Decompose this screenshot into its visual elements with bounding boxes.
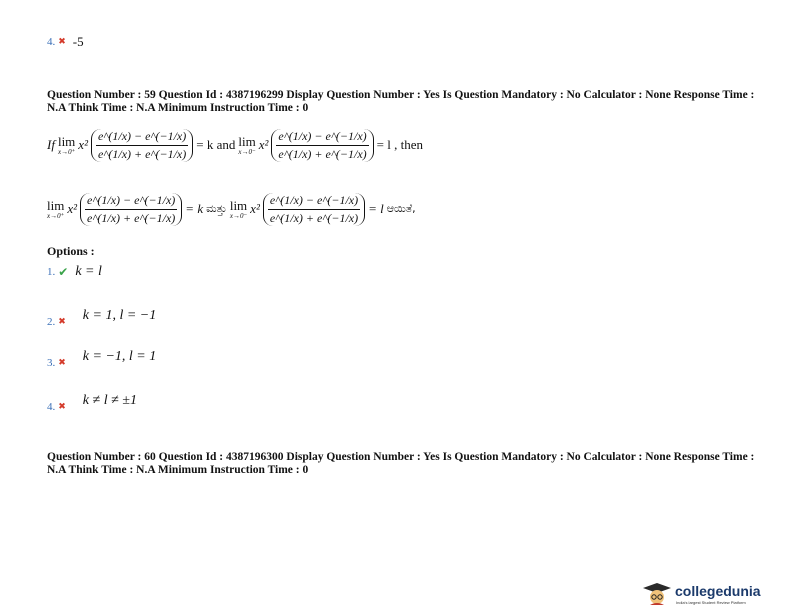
option-3[interactable]	[47, 345, 156, 369]
kannada-and: ಮತ್ತು	[206, 202, 227, 215]
option-text: k = 1, l = −1	[82, 308, 157, 323]
cross-icon: ✖	[58, 317, 66, 327]
option-text: k = l	[75, 264, 102, 279]
eq-k: = k	[185, 201, 204, 216]
logo-name: collegedunia	[675, 583, 761, 599]
option-number: 4.	[47, 36, 56, 48]
option-text: -5	[72, 34, 84, 49]
option-2[interactable]	[47, 304, 156, 328]
question-60-meta: Question Number : 60 Question Id : 4387196300 Display Question Number : Yes Is Question Mandatory : No Calculator : None Response Time : N.A Think Time : N.A Minimum Instruction Time : 0	[47, 451, 755, 476]
options-label: Options :	[47, 244, 95, 258]
logo-tagline: India's largest Student Review Platform	[676, 600, 746, 605]
option-number: 2.	[47, 316, 56, 328]
limit-plus: lim x→0⁺	[47, 197, 65, 220]
limit-minus: lim x→0⁻	[229, 197, 248, 220]
check-icon: ✔	[58, 265, 69, 279]
graduate-icon	[642, 582, 672, 606]
fraction-3: $\frac{e\^{}(1/x) - e\^{}(-1/x)}{e\^{}(1/x) + e\^{}(-1/x)}$	[80, 193, 182, 226]
limit-minus: lim x→0⁻	[238, 133, 256, 156]
x-squared: x²	[67, 201, 78, 216]
x-squared: x²	[78, 137, 88, 152]
question-59-english	[47, 122, 423, 168]
fraction-2: $\frac{e\^{}(1/x) - e\^{}(-1/x)}{e\^{}(1/x) + e\^{}(-1/x)}$	[271, 129, 373, 162]
option-text: k ≠ l ≠ ±1	[82, 393, 137, 408]
option-number: 4.	[47, 401, 56, 413]
limit-plus: lim x→0⁺	[57, 133, 76, 156]
eq-l: = l	[368, 201, 384, 216]
cross-icon: ✖	[58, 37, 66, 47]
option-number: 1.	[47, 266, 56, 278]
kannada-then: ಆಯಿತೆ,	[386, 202, 416, 215]
cross-icon: ✖	[58, 358, 66, 368]
option-text: k = −1, l = 1	[82, 349, 157, 364]
option-1[interactable]	[47, 264, 102, 280]
option-number: 3.	[47, 357, 56, 369]
fraction-4: $\frac{e\^{}(1/x) - e\^{}(-1/x)}{e\^{}(1/x) + e\^{}(-1/x)}$	[263, 193, 365, 226]
question-59-kannada	[47, 186, 416, 232]
prev-option-4	[47, 34, 84, 50]
fraction-1: $\frac{e\^{}(1/x) - e\^{}(-1/x)}{e\^{}(1/x) + e\^{}(-1/x)}$	[91, 129, 193, 162]
option-4[interactable]	[47, 389, 137, 413]
question-59-meta: Question Number : 59 Question Id : 4387196299 Display Question Number : Yes Is Question Mandatory : No Calculator : None Response Time : N.A Think Time : N.A Minimum Instruction Time : 0	[47, 89, 755, 114]
x-squared: x²	[258, 137, 269, 152]
collegedunia-logo	[642, 580, 788, 608]
x-squared: x²	[250, 201, 260, 216]
eq-l-then: = l , then	[376, 137, 423, 152]
if-text: If	[47, 137, 55, 152]
eq-k-and: = k and	[196, 137, 236, 152]
cross-icon: ✖	[58, 402, 66, 412]
